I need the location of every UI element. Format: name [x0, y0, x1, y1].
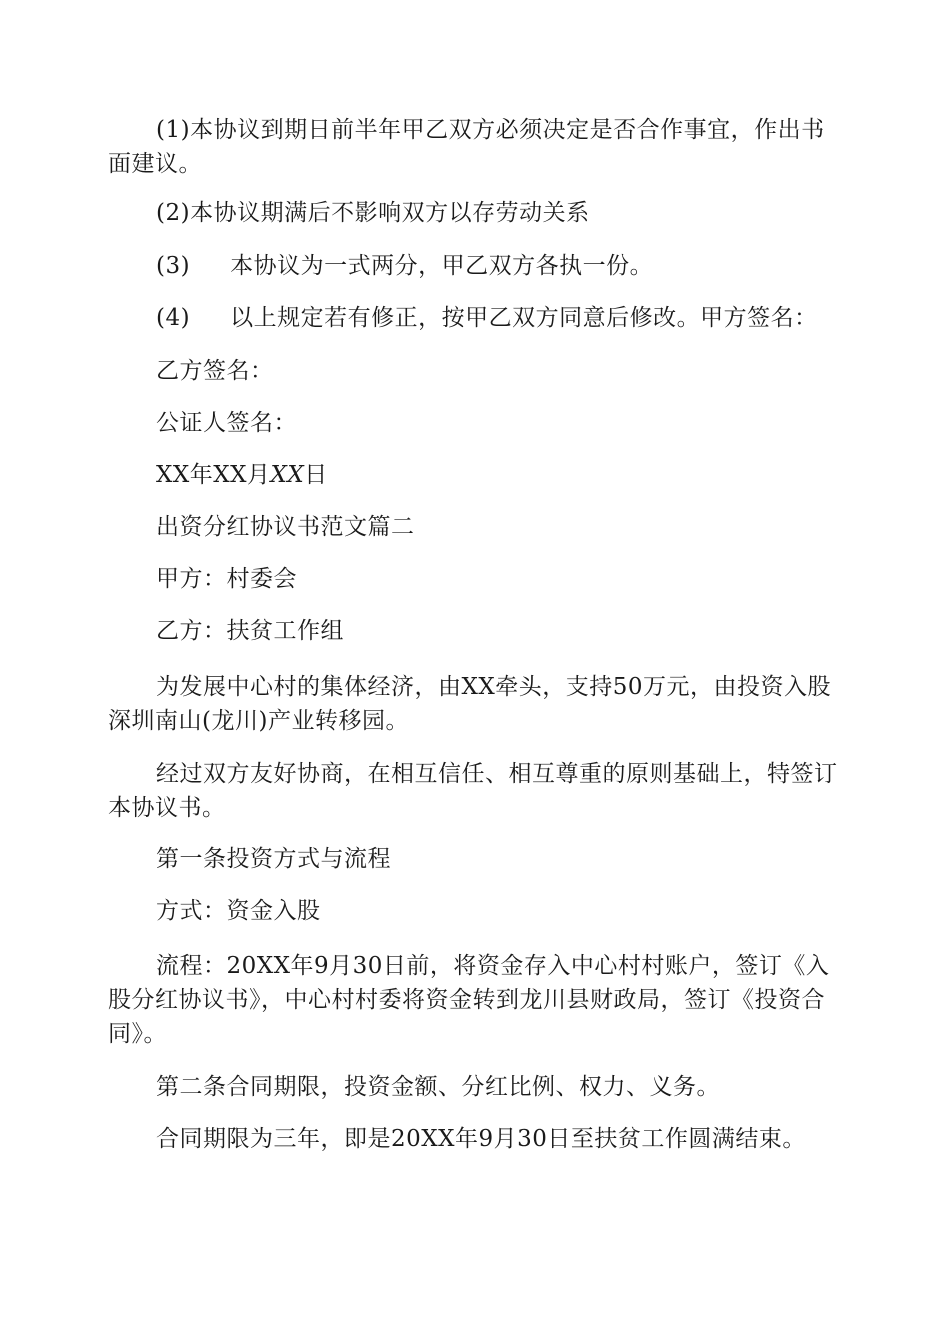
notary-signature: 公证人签名： [156, 410, 297, 436]
party-a: 甲方：村委会 [156, 566, 297, 592]
article-2-heading: 第二条合同期限，投资金额、分红比例、权力、义务。 [156, 1074, 720, 1100]
paragraph-agreement: 经过双方友好协商，在相互信任、相互尊重的原则基础上，特签订本协议书。 [108, 761, 838, 821]
paragraph-clause-4 [108, 301, 843, 335]
clause-3-number: (3) [156, 253, 191, 279]
party-b: 乙方：扶贫工作组 [156, 618, 344, 644]
date-day: XX [270, 462, 305, 488]
paragraph-clause-1: (1)本协议到期日前半年甲乙双方必须决定是否合作事宜，作出书面建议。 [108, 117, 825, 177]
paragraph-clause-2: (2)本协议期满后不影响双方以存劳动关系 [156, 200, 590, 226]
contract-term-paragraph: 合同期限为三年，即是20XX年9月30日至扶贫工作圆满结束。 [156, 1126, 806, 1152]
article-1-heading: 第一条投资方式与流程 [156, 846, 391, 872]
date-line [108, 458, 843, 492]
section-title: 出资分红协议书范文篇二 [156, 514, 415, 540]
party-b-signature: 乙方签名： [156, 358, 274, 384]
date-suffix: 日 [304, 462, 328, 488]
process-paragraph: 流程：20XX年9月30日前，将资金存入中心村村账户，签订《入股分红协议书》，中心村村委将资金转到龙川县财政局，签订《投资合同》。 [108, 953, 830, 1047]
clause-4-number: (4) [156, 305, 191, 331]
paragraph-clause-3 [108, 249, 843, 283]
clause-4-text: 以上规定若有修正，按甲乙双方同意后修改。甲方签名： [230, 305, 818, 331]
method-line: 方式：资金入股 [156, 898, 321, 924]
paragraph-purpose: 为发展中心村的集体经济，由XX牵头，支持50万元，由投资入股深圳南山(龙川)产业转移园。 [108, 674, 832, 734]
date-year-month: XX年XX月 [156, 462, 271, 488]
clause-3-text: 本协议为一式两分，甲乙双方各执一份。 [230, 253, 654, 279]
